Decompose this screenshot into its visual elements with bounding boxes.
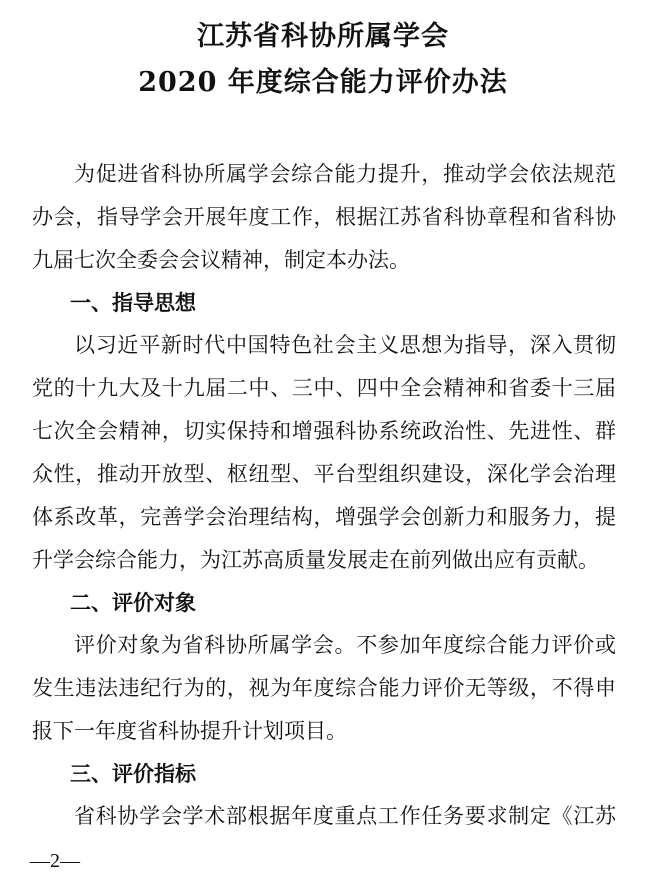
- title-line-2: 2020 年度综合能力评价办法: [138, 67, 508, 98]
- text-line: 报下一年度省科协提升计划项目。: [32, 719, 347, 743]
- text-line: 省科协学会学术部根据年度重点工作任务要求制定《江苏: [74, 804, 616, 828]
- text-line: 办会，指导学会开展年度工作，根据江苏省科协章程和省科协: [32, 205, 616, 229]
- text-line: 众性，推动开放型、枢纽型、平台型组织建设，深化学会治理: [32, 462, 616, 486]
- page-number: —2—: [30, 850, 80, 872]
- text-line: 发生违法违纪行为的，视为年度综合能力评价无等级，不得申: [32, 676, 616, 700]
- text-line: 升学会综合能力，为江苏高质量发展走在前列做出应有贡献。: [32, 548, 599, 572]
- text-line: 评价对象为省科协所属学会。不参加年度综合能力评价或: [74, 633, 616, 657]
- title-line-1: 江苏省科协所属学会: [197, 21, 449, 52]
- text-line: 党的十九大及十九届二中、三中、四中全会精神和省委十三届: [32, 376, 616, 400]
- section-heading: 一、指导思想: [70, 291, 196, 315]
- section-heading: 二、评价对象: [70, 591, 196, 615]
- section-heading: 三、评价指标: [70, 762, 196, 786]
- text-line: 以习近平新时代中国特色社会主义思想为指导，深入贯彻: [74, 333, 616, 357]
- text-line: 为促进省科协所属学会综合能力提升，推动学会依法规范: [74, 162, 616, 186]
- text-line: 体系改革，完善学会治理结构，增强学会创新力和服务力，提: [32, 505, 616, 529]
- text-line: 七次全会精神，切实保持和增强科协系统政治性、先进性、群: [32, 419, 616, 443]
- text-line: 九届七次全委会会议精神，制定本办法。: [32, 248, 410, 272]
